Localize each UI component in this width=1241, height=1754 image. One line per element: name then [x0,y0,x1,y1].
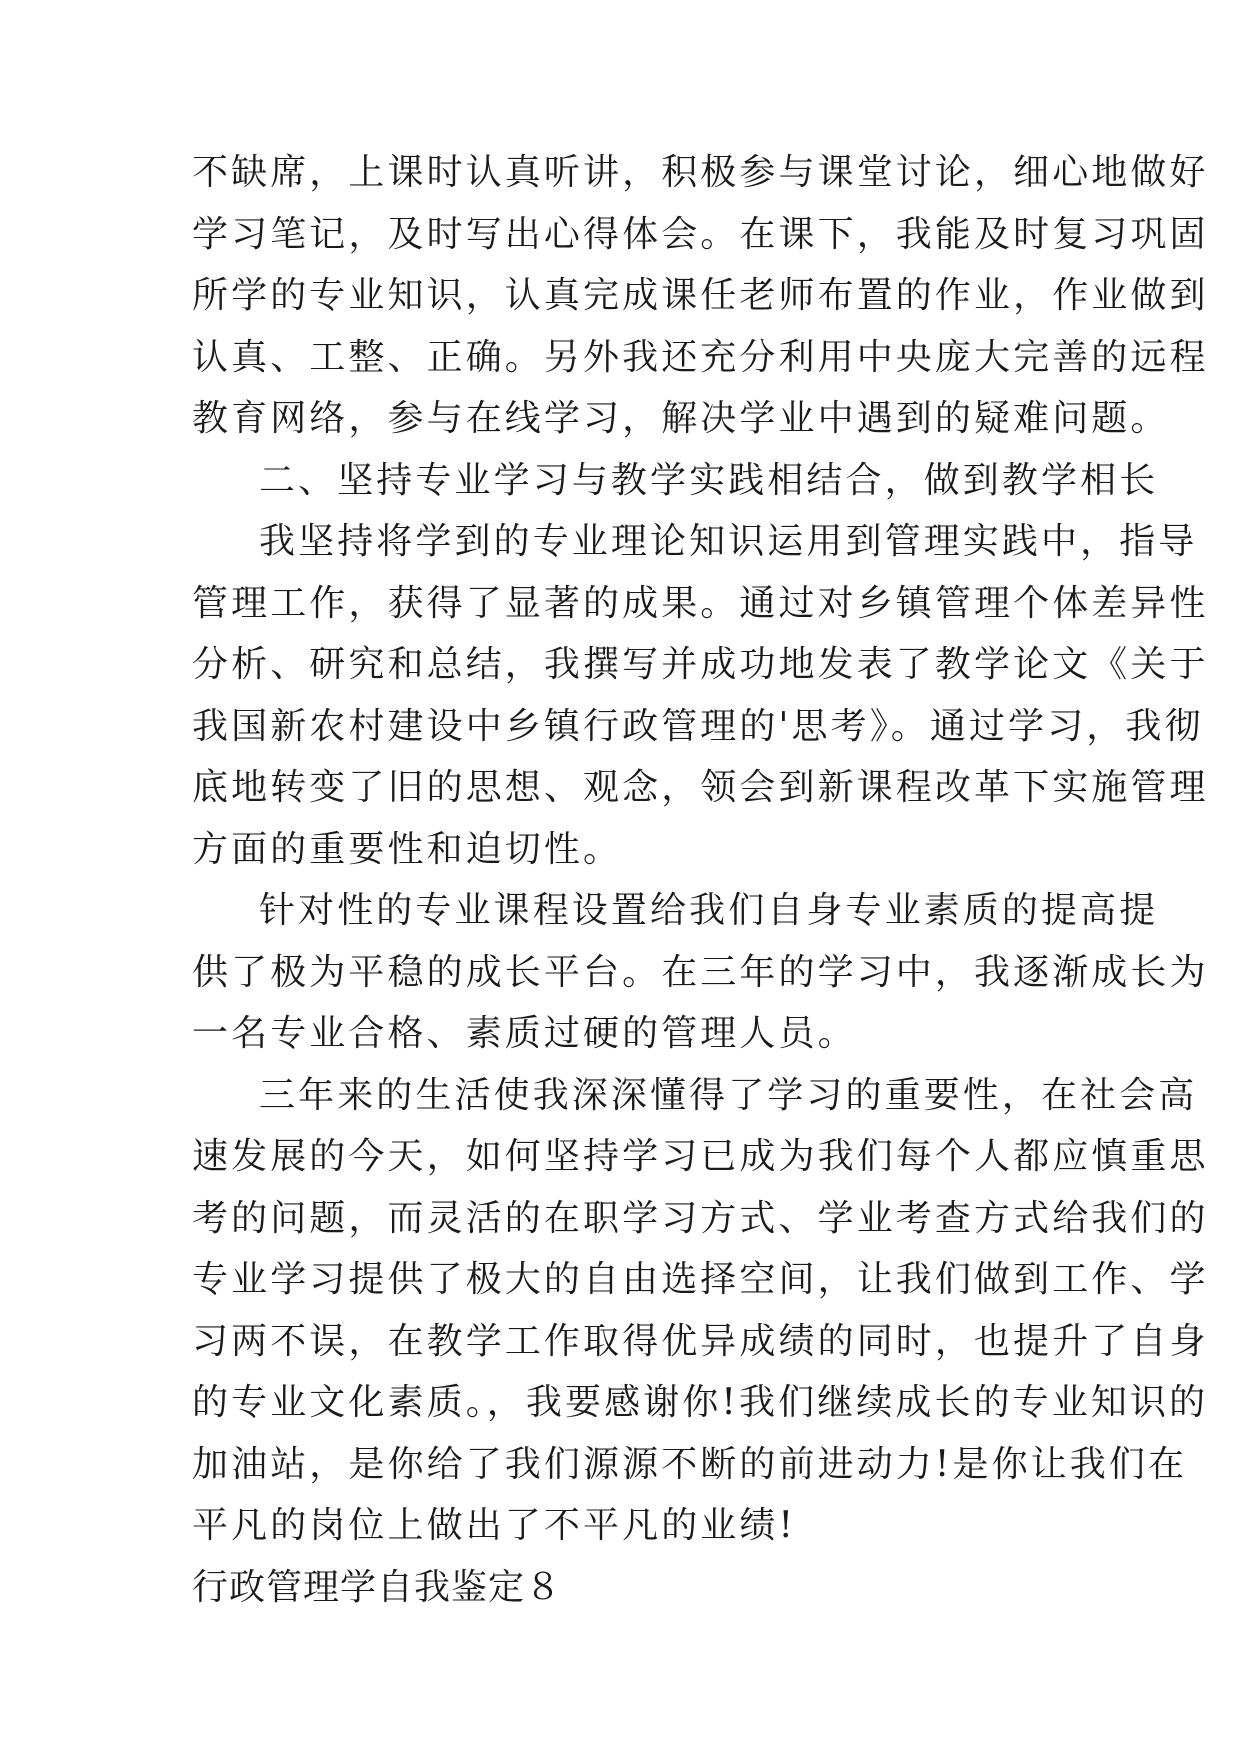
paragraph-line: 我坚持将学到的专业理论知识运用到管理实践中，指导 [259,521,1198,562]
paragraph-line: 专业学习提供了极大的自由选择空间，让我们做到工作、学 [192,1259,1209,1300]
paragraph-line: 考的问题，而灵活的在职学习方式、学业考查方式给我们的 [192,1197,1209,1239]
section-heading: 二、坚持专业学习与教学实践相结合，做到教学相长 [259,459,1159,501]
paragraph-line: 平凡的岗位上做出了不平凡的业绩! [192,1505,797,1546]
paragraph-line: 教育网络，参与在线学习，解决学业中遇到的疑难问题。 [192,398,1170,439]
paragraph-line: 速发展的今天，如何坚持学习已成为我们每个人都应慎重思 [192,1136,1209,1177]
paragraph-line: 针对性的专业课程设置给我们自身专业素质的提高提 [259,890,1159,931]
paragraph-line: 底地转变了旧的思想、观念，领会到新课程改革下实施管理 [192,767,1209,808]
paragraph-line: 的专业文化素质。，我要感谢你!我们继续成长的专业知识的 [192,1382,1209,1423]
paragraph-line: 三年来的生活使我深深懂得了学习的重要性，在社会高 [259,1074,1198,1116]
paragraph-line: 不缺席，上课时认真听讲，积极参与课堂讨论，细心地做好 [192,152,1209,193]
paragraph-line: 我国新农村建设中乡镇行政管理的'思考》。通过学习，我彻 [192,705,1204,747]
section-title: 行政管理学自我鉴定８ [192,1566,563,1608]
paragraph-line: 方面的重要性和迫切性。 [192,828,623,870]
paragraph-line: 认真、工整、正确。另外我还充分利用中央庞大完善的远程 [192,336,1209,378]
paragraph-line: 分析、研究和总结，我撰写并成功地发表了教学论文《关于 [192,644,1209,685]
paragraph-line: 管理工作，获得了显著的成果。通过对乡镇管理个体差异性 [192,582,1209,624]
paragraph-line: 供了极为平稳的成长平台。在三年的学习中，我逐渐成长为 [192,951,1209,993]
paragraph-line: 一名专业合格、素质过硬的管理人员。 [192,1013,857,1054]
paragraph-line: 加油站，是你给了我们源源不断的前进动力!是你让我们在 [192,1443,1188,1485]
paragraph-line: 所学的专业知识，认真完成课任老师布置的作业，作业做到 [192,275,1209,316]
document-body [192,142,1209,1618]
paragraph-line: 习两不误，在教学工作取得优异成绩的同时，也提升了自身 [192,1320,1209,1362]
paragraph-line: 学习笔记，及时写出心得体会。在课下，我能及时复习巩固 [192,213,1209,255]
